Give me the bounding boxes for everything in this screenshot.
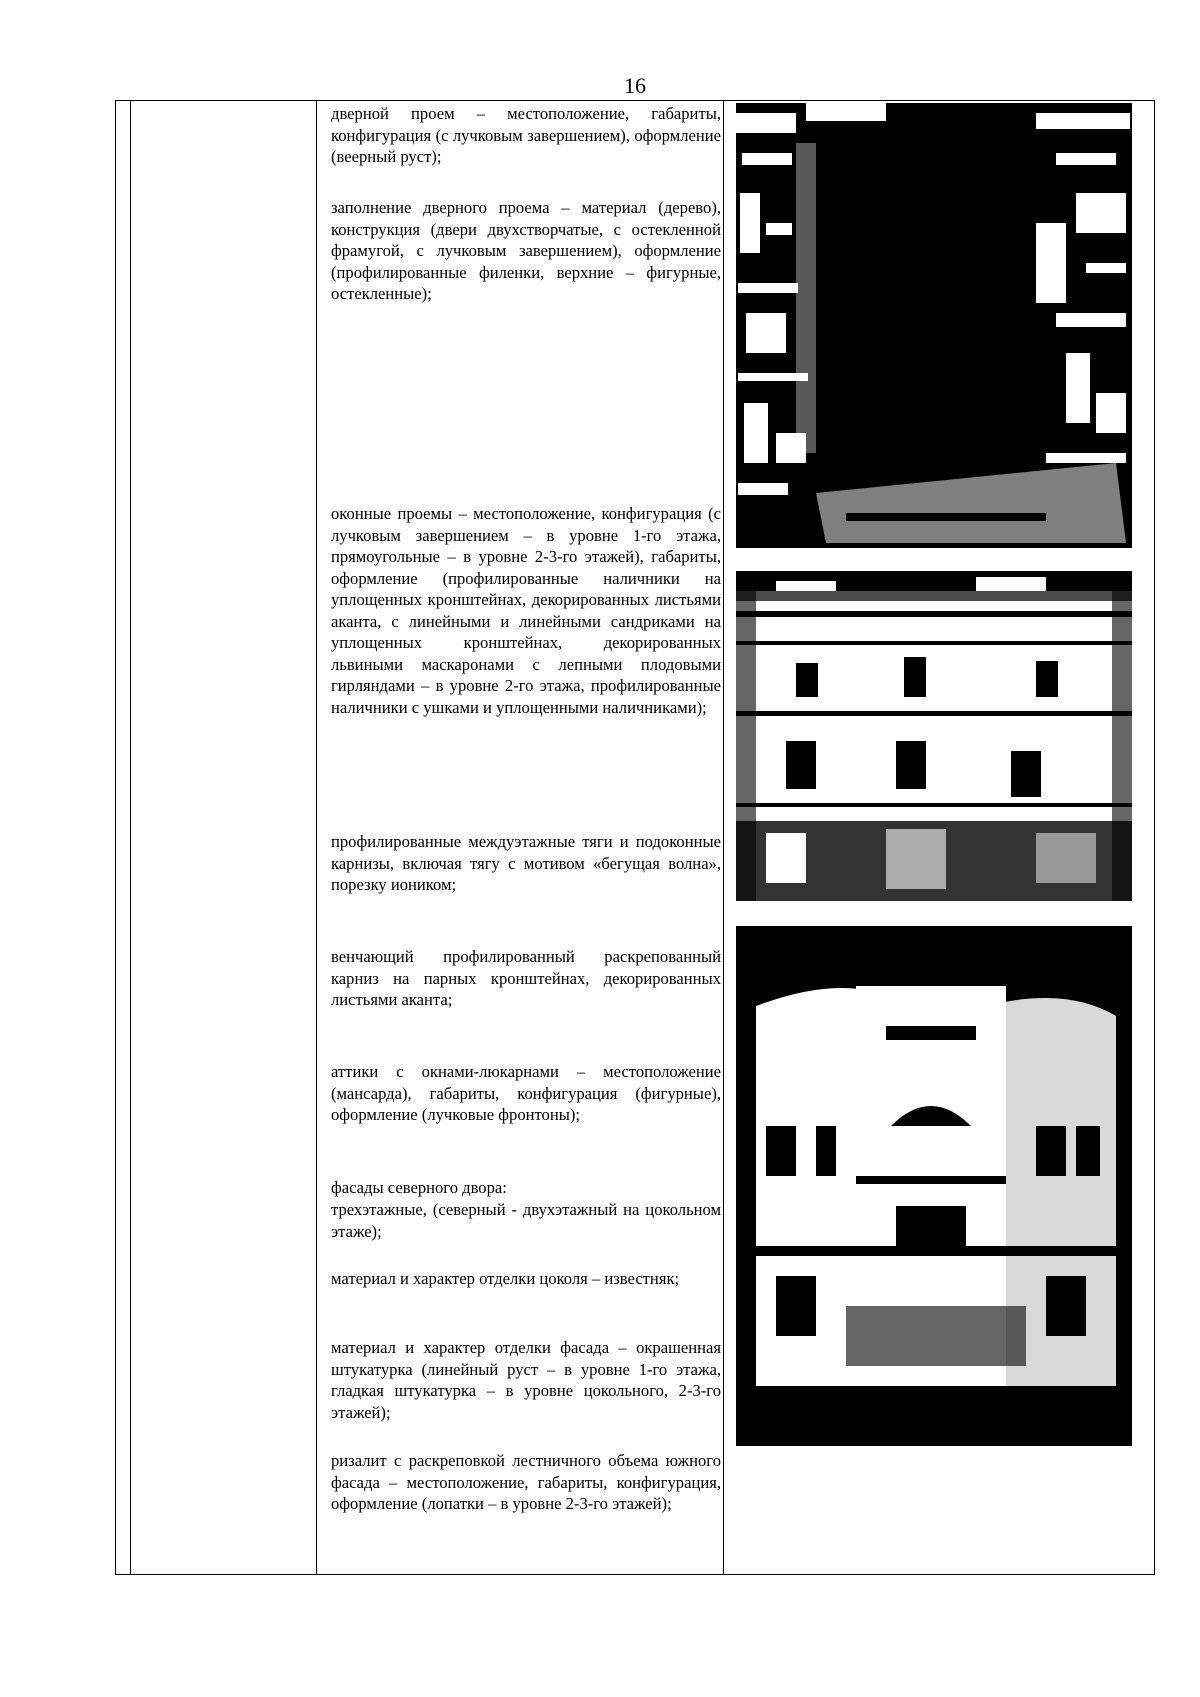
desc-attics: аттики с окнами-люкарнами – местоположение (мансарда), габариты, конфигурация (фигурные), оформление (лучковые фронтоны); xyxy=(331,1062,721,1124)
description-column xyxy=(331,101,721,1574)
desc-facade-finish: материал и характер отделки фасада – окрашенная штукатурка (линейный руст – в уровне 1-го этажа, гладкая штукатурка – в уровне цокольного, 2-3-го этажей); xyxy=(331,1338,721,1422)
photo-column xyxy=(736,101,1146,1574)
desc-risalit: ризалит с раскреповкой лестничного объема южного фасада – местоположение, габариты, конфигурация, оформление (лопатки – в уровне 2-3-го этажей); xyxy=(331,1451,721,1513)
door-photo xyxy=(736,103,1132,548)
desc-plinth: материал и характер отделки цоколя – известняк; xyxy=(331,1269,680,1288)
desc-cornices: профилированные междуэтажные тяги и подоконные карнизы, включая тягу с мотивом «бегущая волна», порезку иоником; xyxy=(331,832,721,894)
desc-door-opening: дверной проем – местоположение, габариты, конфигурация (с лучковым завершением), оформление (веерный руст); xyxy=(331,104,721,166)
desc-north-yard-floors: трехэтажные, (северный - двухэтажный на цокольном этаже); xyxy=(331,1200,721,1241)
desc-north-yard-heading: фасады северного двора: xyxy=(331,1178,507,1197)
column-divider-1 xyxy=(130,101,131,1574)
desc-crowning-cornice: венчающий профилированный раскрепованный карниз на парных кронштейнах, декорированных листьями аканта; xyxy=(331,947,721,1009)
desc-door-filling: заполнение дверного проема – материал (дерево), конструкция (двери двухстворчатые, с остекленной фрамугой, с лучковым завершением), оформление (профилированные филенки, верхние – фигурные, остекленные); xyxy=(331,198,721,303)
desc-window-openings: оконные проемы – местоположение, конфигурация (с лучковым завершением – в уровне 1-го этажа, прямоугольные – в уровне 2-3-го этажей), габариты, оформление (профилированные наличники на уплощенных кронштейнах, декорированных листьями аканта, с линейными и линейными сандриками на уплощенных кронштейнах, декорированных львиными маскаронами с лепными плодовыми гирляндами – в уровне 2-го этажа, профилированные наличники с ушками и уплощенными наличниками); xyxy=(331,504,721,717)
facade-photo xyxy=(736,571,1132,901)
corner-tower-photo xyxy=(736,926,1132,1446)
page-number: 16 xyxy=(624,73,646,98)
column-divider-2 xyxy=(316,101,317,1574)
column-divider-3 xyxy=(723,101,724,1574)
heritage-table xyxy=(115,100,1155,1575)
